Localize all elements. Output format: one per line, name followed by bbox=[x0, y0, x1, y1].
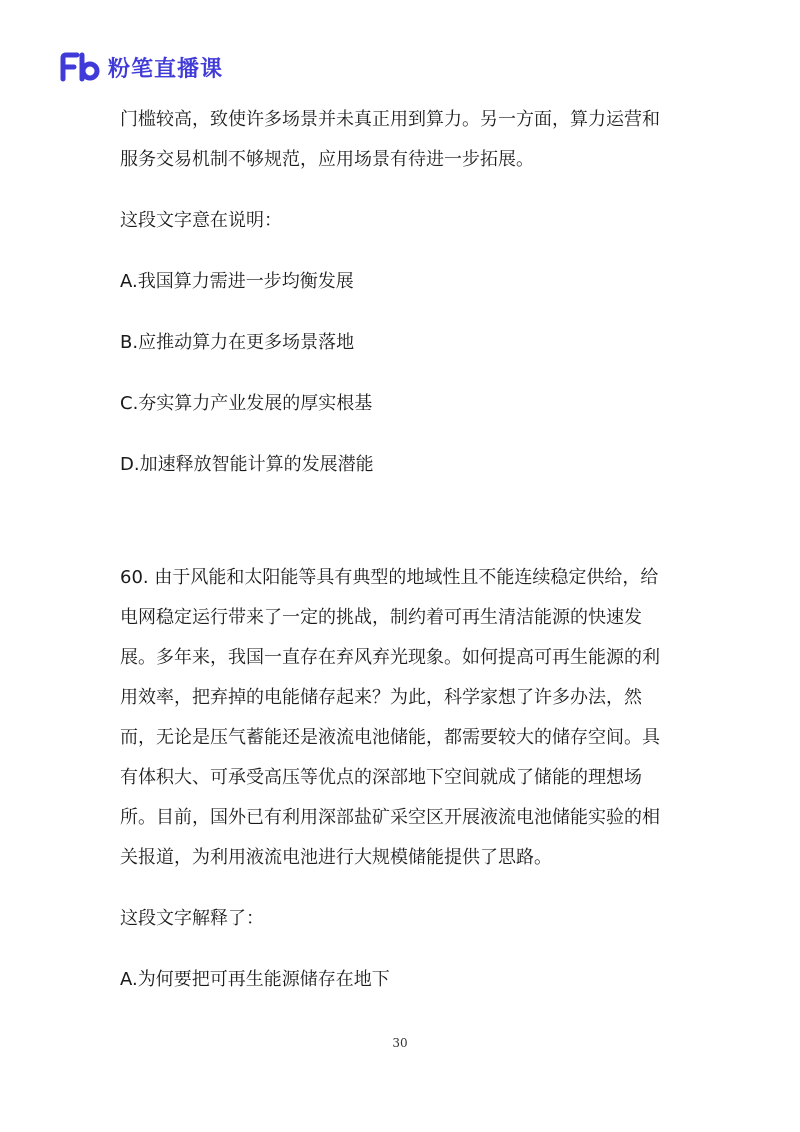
q59-option-b: B.应推动算力在更多场景落地 bbox=[120, 332, 355, 353]
logo-text: 粉笔直播课 bbox=[108, 56, 224, 82]
q60-passage bbox=[120, 558, 680, 878]
passage-line: 有体积大、可承受高压等优点的深部地下空间就成了储能的理想场 bbox=[120, 767, 642, 788]
passage-line: 关报道，为利用液流电池进行大规模储能提供了思路。 bbox=[120, 847, 552, 868]
q59-option-a: A.我国算力需进一步均衡发展 bbox=[120, 271, 354, 292]
passage-line: 电网稳定运行带来了一定的挑战，制约着可再生清洁能源的快速发 bbox=[120, 607, 642, 628]
document-body bbox=[120, 100, 680, 1000]
passage-line: 所。目前，国外已有利用深部盐矿采空区开展液流电池储能实验的相 bbox=[120, 807, 660, 828]
q59-passage bbox=[120, 100, 680, 180]
page-number: 30 bbox=[392, 1036, 408, 1050]
fenbi-fb-icon bbox=[60, 52, 100, 82]
q60-question: 这段文字解释了： bbox=[120, 908, 264, 929]
passage-line: 60. 由于风能和太阳能等具有典型的地域性且不能连续稳定供给，给 bbox=[120, 567, 659, 588]
q60-option-a: A.为何要把可再生能源储存在地下 bbox=[120, 969, 390, 990]
passage-line: 用效率，把弃掉的电能储存起来？为此，科学家想了许多办法，然 bbox=[120, 687, 642, 708]
passage-line: 服务交易机制不够规范，应用场景有待进一步拓展。 bbox=[120, 149, 534, 170]
passage-line: 门槛较高，致使许多场景并未真正用到算力。另一方面，算力运营和 bbox=[120, 109, 660, 130]
brand-logo bbox=[60, 50, 223, 84]
q59-question: 这段文字意在说明： bbox=[120, 210, 282, 231]
q59-option-c: C.夯实算力产业发展的厚实根基 bbox=[120, 393, 373, 414]
passage-line: 展。多年来，我国一直存在弃风弃光现象。如何提高可再生能源的利 bbox=[120, 647, 660, 668]
q59-option-d: D.加速释放智能计算的发展潜能 bbox=[120, 454, 374, 475]
passage-line: 而，无论是压气蓄能还是液流电池储能，都需要较大的储存空间。具 bbox=[120, 727, 660, 748]
